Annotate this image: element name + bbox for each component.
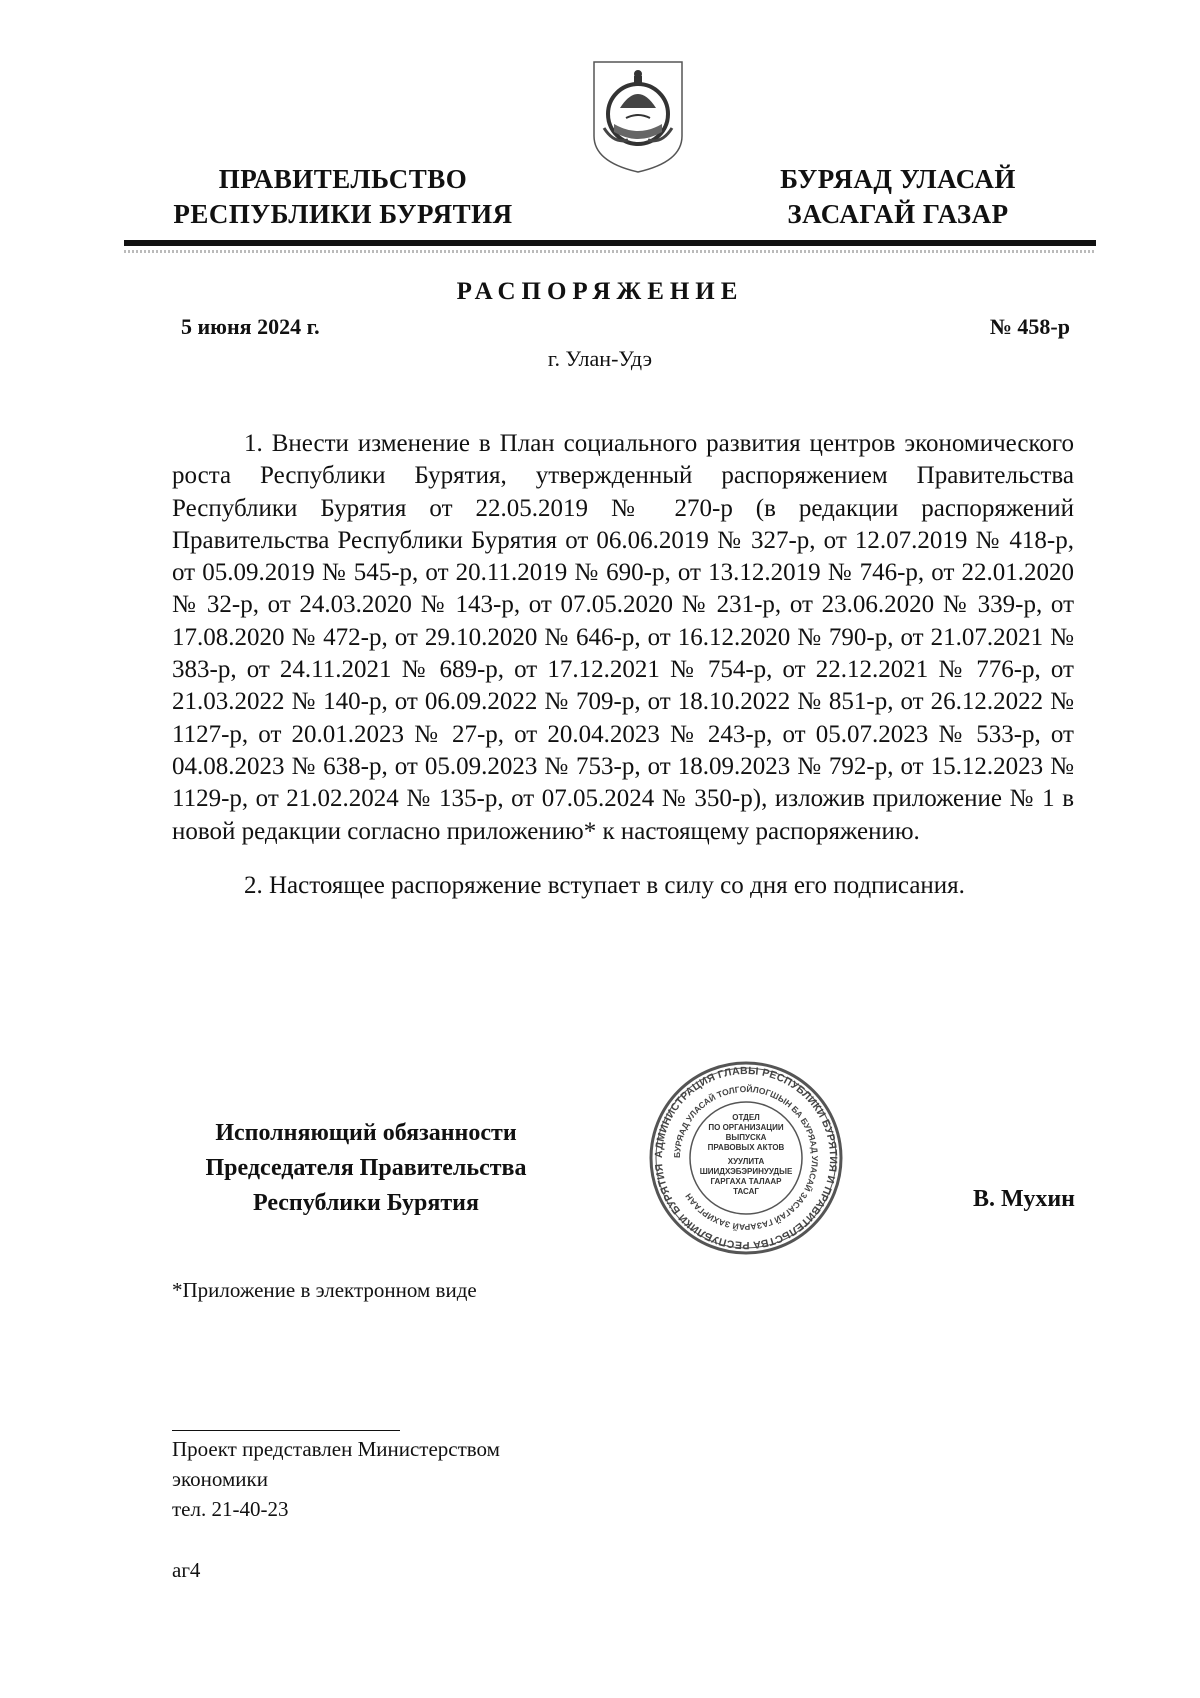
document-type: РАСПОРЯЖЕНИЕ: [456, 278, 744, 305]
header-divider: [124, 240, 1096, 246]
document-date: 5 июня 2024 г.: [181, 314, 320, 339]
seal-center-line: ОТДЕЛ: [732, 1113, 760, 1122]
footer-author-info: Проект представлен Министерством экономики тел. 21-40-23: [172, 1434, 500, 1524]
footer-phone: тел. 21-40-23: [172, 1497, 289, 1521]
body-paragraph-1: 1. Внести изменение в План социального развития центров экономического роста Республики Бурятия, утвержденный распоряжением Правительства Республики Бурятия от 22.05.2019 № 270-р (в редакции распоряжений Правительства Республики Бурятия от 06.06.2019 № 327-р, от 12.07.2019 № 418-р, от 05.09.2019 № 545-р, от 20.11.2019 № 690-р, от 13.12.2019 № 746-р, от 22.01.2020 № 32-р, от 24.03.2020 № 143-р, от 07.05.2020 № 231-р, от 23.06.2020 № 339-р, от 17.08.2020 № 472-р, от 29.10.2020 № 646-р, от 16.12.2020 № 790-р, от 21.07.2021 № 383-р, от 24.11.2021 № 689-р, от 17.12.2021 № 754-р, от 22.12.2021 № 776-р, от 21.03.2022 № 140-р, от 06.09.2022 № 709-р, от 18.10.2022 № 851-р, от 26.12.2022 № 1127-р, от 20.01.2023 № 27-р, от 20.04.2023 № 243-р, от 05.07.2023 № 533-р, от 04.08.2023 № 638-р, от 05.09.2023 № 753-р, от 18.09.2023 № 792-р, от 15.12.2023 № 1129-р, от 21.02.2024 № 135-р, от 07.05.2024 № 350-р), изложив приложение № 1 в новой редакции согласно приложению* к настоящему распоряжению.: [172, 430, 1074, 845]
signer-position: Исполняющий обязанности Председателя Правительства Республики Бурятия: [205, 1120, 527, 1216]
seal-center-line: ПО ОРГАНИЗАЦИИ: [708, 1123, 784, 1132]
header-divider-dotted: [124, 250, 1096, 253]
seal-outer-text: АДМИНИСТРАЦИЯ ГЛАВЫ РЕСПУБЛИКИ БУРЯТИЯ И ПРАВИТЕЛЬСТВА РЕСПУБЛИКИ БУРЯТИЯ: [652, 1064, 840, 1252]
coat-of-arms-icon: [590, 58, 686, 176]
appendix-note: *Приложение в электронном виде: [172, 1278, 477, 1302]
document-city: г. Улан-Удэ: [547, 346, 653, 371]
seal-inner-text: БУРЯАД УЛАСАЙ ТОЛГОЙЛОГШЫН БА БУРЯАД УЛАСАЙ ЗАСАГАЙ ГАЗАРАЙ ЗАХИРГААН: [671, 1083, 821, 1233]
seal-center-line: ВЫПУСКА: [725, 1133, 767, 1142]
signer-name: В. Мухин: [973, 1186, 1075, 1212]
seal-center-line: ТАСАГ: [733, 1187, 759, 1196]
seal-center-line: ХУУЛИТА: [727, 1157, 765, 1166]
footer-divider: [172, 1430, 400, 1431]
footer-code: аг4: [172, 1558, 201, 1582]
document-number: № 458-р: [989, 314, 1070, 339]
body-paragraph-2: 2. Настоящее распоряжение вступает в силу со дня его подписания.: [244, 871, 965, 899]
official-seal: [648, 1060, 844, 1256]
document-body: [172, 428, 1074, 902]
seal-center-line: ШИИДХЭБЭРИНУУДЫЕ: [699, 1167, 793, 1176]
organization-name-buryat: БУРЯАД УЛАСАЙ ЗАСАГАЙ ГАЗАР: [780, 164, 1016, 229]
seal-center-line: ГАРГАХА ТАЛААР: [710, 1177, 782, 1186]
organization-name-russian: ПРАВИТЕЛЬСТВО РЕСПУБЛИКИ БУРЯТИЯ: [173, 164, 513, 229]
seal-center-line: ПРАВОВЫХ АКТОВ: [707, 1143, 785, 1152]
